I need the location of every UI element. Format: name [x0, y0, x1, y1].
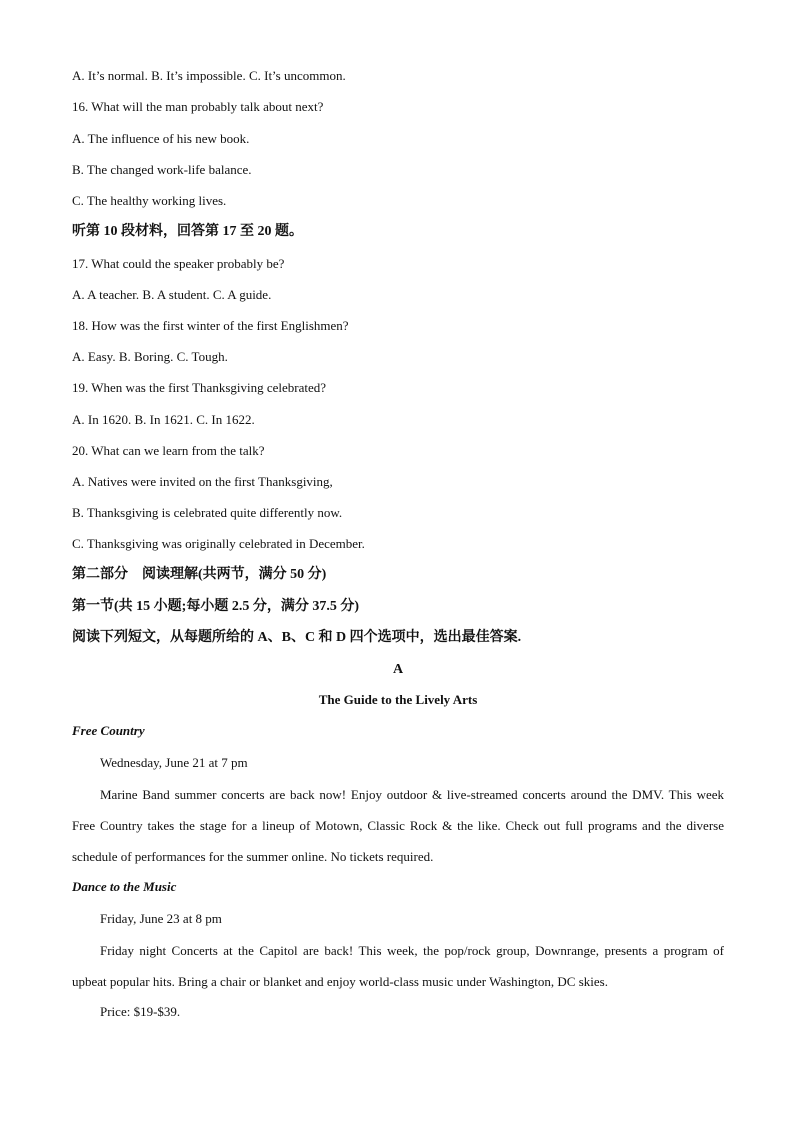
event1-title: Free Country — [72, 723, 145, 738]
q16-option-c: C. The healthy working lives. — [72, 193, 227, 208]
q19-options: A. In 1620. B. In 1621. C. In 1622. — [72, 412, 255, 427]
passage-title: The Guide to the Lively Arts — [318, 692, 478, 707]
event2-time: Friday, June 23 at 8 pm — [100, 911, 222, 926]
q15-options: A. It’s normal. B. It’s impossible. C. It’s uncommon. — [72, 68, 346, 83]
q20-question: 20. What can we learn from the talk? — [72, 443, 265, 458]
q19-question: 19. When was the first Thanksgiving celebrated? — [72, 380, 327, 395]
q18-options: A. Easy. B. Boring. C. Tough. — [72, 349, 228, 364]
reading-instruction: 阅读下列短文，从每题所给的 A、B、C 和 D 四个选项中，选出最佳答案. — [72, 630, 522, 645]
event1-time: Wednesday, June 21 at 7 pm — [100, 755, 248, 770]
document-page — [72, 0, 724, 1123]
section10-heading: 听第 10 段材料，回答第 17 至 20 题。 — [72, 224, 303, 239]
q16-option-a: A. The influence of his new book. — [72, 131, 250, 146]
section1-heading: 第一节(共 15 小题;每小题 2.5 分，满分 37.5 分) — [72, 599, 359, 614]
q17-options: A. A teacher. B. A student. C. A guide. — [72, 287, 272, 302]
event2-body: Friday night Concerts at the Capitol are back! This week, the pop/rock group, Downrange, presents a program of upbeat popular hits. Bring a chair or blanket and enjoy world-class music under Washington, DC skies. — [72, 943, 724, 989]
event1-body: Marine Band summer concerts are back now! Enjoy outdoor & live-streamed concerts around the DMV. This week Free Country takes the stage for a lineup of Motown, Classic Rock & the like. Check out full programs and the diverse schedule of performances for the summer online. No tickets required. — [72, 787, 724, 864]
q17-question: 17. What could the speaker probably be? — [72, 256, 285, 271]
q20-option-a: A. Natives were invited on the first Thanksgiving, — [72, 474, 333, 489]
passage-letter: A — [392, 662, 404, 677]
event2-title: Dance to the Music — [72, 879, 177, 894]
q18-question: 18. How was the first winter of the first Englishmen? — [72, 318, 349, 333]
q20-option-c: C. Thanksgiving was originally celebrated in December. — [72, 536, 365, 551]
q16-question: 16. What will the man probably talk about next? — [72, 99, 324, 114]
q20-option-b: B. Thanksgiving is celebrated quite differently now. — [72, 505, 343, 520]
event2-price: Price: $19-$39. — [100, 1004, 181, 1019]
part2-heading: 第二部分 阅读理解(共两节，满分 50 分) — [72, 567, 327, 582]
q16-option-b: B. The changed work-life balance. — [72, 162, 252, 177]
